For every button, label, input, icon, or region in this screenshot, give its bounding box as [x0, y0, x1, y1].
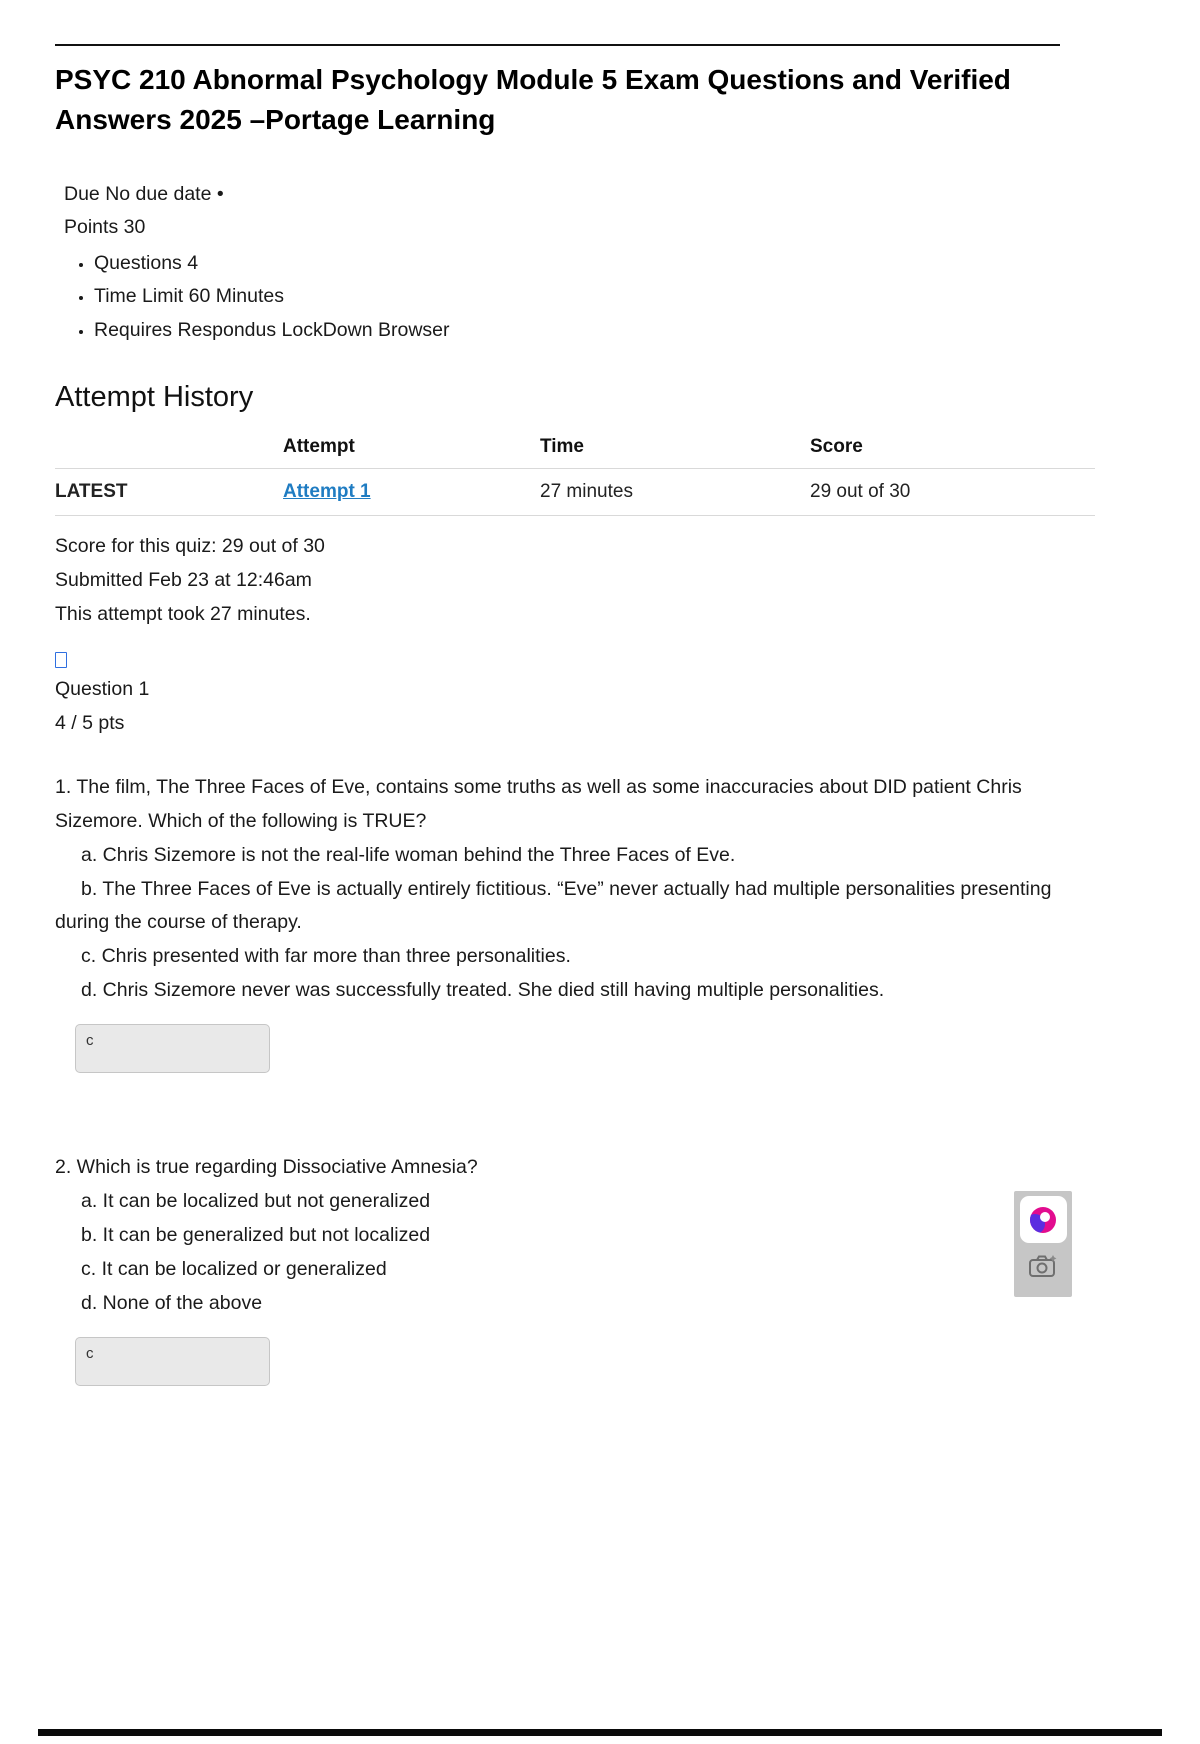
due-line: Due No due date •: [64, 182, 224, 205]
quiz-meta-list: [64, 247, 1095, 348]
camera-icon[interactable]: [1026, 1251, 1060, 1281]
table-header-row: [55, 424, 1095, 469]
question-1-text: 1. The film, The Three Faces of Eve, contains some truths as well as some inaccuracies about DID patient Chris Sizemore. Which of the following is TRUE?: [55, 775, 1022, 832]
question-2-option-a: a. It can be localized but not generalized: [81, 1190, 431, 1213]
floating-widget: [1014, 1191, 1072, 1297]
duration-line: This attempt took 27 minutes.: [55, 603, 311, 625]
col-header-time: Time: [540, 424, 810, 469]
answer-box-q2[interactable]: [75, 1337, 270, 1386]
attempt-cell: [283, 469, 540, 516]
meta-item-time-limit: • Time Limit 60 Minutes: [94, 280, 1095, 314]
question-1-option-d: d. Chris Sizemore never was successfully treated. She died still having multiple personalities.: [81, 979, 885, 1002]
question-1-option-b: b. The Three Faces of Eve is actually entirely fictitious. “Eve” never actually had multiple personalities presenting during the course of therapy.: [55, 877, 1052, 934]
quiz-score-line: Score for this quiz: 29 out of 30: [55, 535, 325, 558]
question-1-points: 4 / 5 pts: [55, 711, 125, 734]
answer-value-q1: c: [86, 1032, 94, 1050]
attempt-1-link[interactable]: Attempt 1: [283, 481, 371, 503]
question-2-option-b: b. It can be generalized but not localized: [81, 1224, 431, 1247]
table-row: [55, 469, 1095, 516]
col-header-score: Score: [810, 424, 1095, 469]
question-2-option-d: d. None of the above: [81, 1291, 263, 1314]
col-header-empty: [55, 424, 283, 469]
submitted-line: Submitted Feb 23 at 12:46am: [55, 569, 312, 592]
question-2-text: 2. Which is true regarding Dissociative Amnesia?: [55, 1156, 478, 1179]
brand-logo-icon[interactable]: [1020, 1196, 1067, 1243]
points-line: Points 30: [64, 216, 146, 239]
attempt-summary: [55, 530, 1095, 632]
time-cell: 27 minutes: [540, 469, 810, 516]
meta-item-lockdown-browser: • Requires Respondus LockDown Browser: [94, 314, 1095, 348]
question-1-option-a: a. Chris Sizemore is not the real-life woman behind the Three Faces of Eve.: [81, 843, 736, 866]
latest-label: LATEST: [55, 469, 283, 516]
bottom-bar: [38, 1729, 1162, 1736]
page-title: PSYC 210 Abnormal Psychology Module 5 Exam Questions and Verified Answers 2025 –Portage Learning: [55, 64, 1011, 135]
attempt-history-table: [55, 424, 1095, 516]
top-rule: [55, 44, 1060, 46]
score-cell: 29 out of 30: [810, 469, 1095, 516]
answer-box-q1[interactable]: [75, 1024, 270, 1073]
question-1-option-c: c. Chris presented with far more than three personalities.: [81, 945, 571, 968]
attempt-history-heading: Attempt History: [55, 381, 254, 414]
question-1-meta: [55, 673, 1095, 741]
meta-item-questions: • Questions 4: [94, 247, 1095, 281]
question-1-label: Question 1: [55, 677, 150, 700]
quiz-meta: [55, 178, 1095, 348]
question-2-option-c: c. It can be localized or generalized: [81, 1257, 387, 1280]
col-header-attempt: Attempt: [283, 424, 540, 469]
quiz-document-page: [0, 44, 1200, 1386]
answer-value-q2: c: [86, 1344, 94, 1362]
missing-glyph-icon: [55, 652, 67, 668]
